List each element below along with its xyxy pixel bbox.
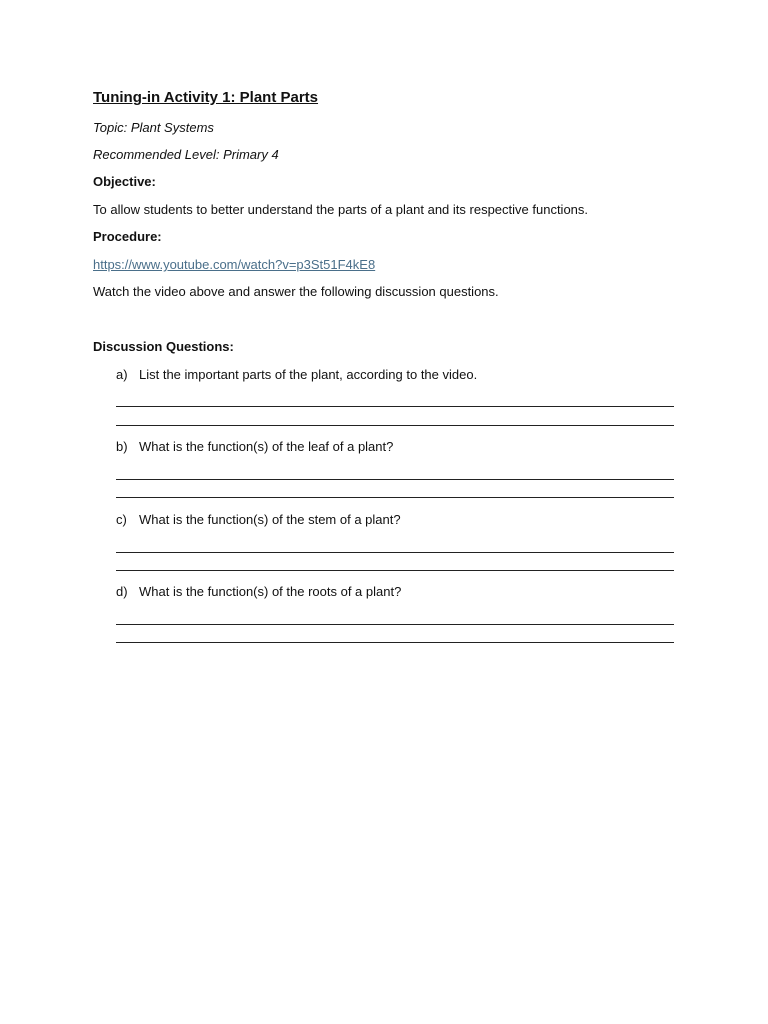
answer-line-a1[interactable] <box>116 406 674 407</box>
answer-line-c2[interactable] <box>116 570 674 571</box>
answer-line-d2[interactable] <box>116 642 674 643</box>
question-letter: a) <box>116 367 128 382</box>
page-title: Tuning-in Activity 1: Plant Parts <box>93 89 319 106</box>
question-d <box>116 584 401 600</box>
answer-line-b1[interactable] <box>116 479 674 480</box>
answer-line-a2[interactable] <box>116 425 674 426</box>
question-letter: d) <box>116 584 128 599</box>
video-link[interactable]: https://www.youtube.com/watch?v=p3St51F4kE8 <box>93 257 376 272</box>
answer-line-c1[interactable] <box>116 552 674 553</box>
answer-line-d1[interactable] <box>116 624 674 625</box>
question-text: What is the function(s) of the leaf of a plant? <box>139 439 394 454</box>
objective-heading: Objective: <box>93 174 156 189</box>
answer-line-b2[interactable] <box>116 497 674 498</box>
discussion-heading: Discussion Questions: <box>93 339 234 354</box>
question-text: What is the function(s) of the roots of a plant? <box>139 584 402 599</box>
level-line: Recommended Level: Primary 4 <box>93 147 279 162</box>
question-letter: c) <box>116 512 127 527</box>
topic-line: Topic: Plant Systems <box>93 120 214 135</box>
question-letter: b) <box>116 439 128 454</box>
question-b <box>116 439 393 455</box>
question-text: List the important parts of the plant, according to the video. <box>139 367 478 382</box>
procedure-text: Watch the video above and answer the following discussion questions. <box>93 284 499 299</box>
question-a <box>116 367 477 383</box>
procedure-heading: Procedure: <box>93 229 162 244</box>
question-text: What is the function(s) of the stem of a plant? <box>139 512 401 527</box>
objective-text: To allow students to better understand the parts of a plant and its respective functions. <box>93 202 589 217</box>
question-c <box>116 512 401 528</box>
